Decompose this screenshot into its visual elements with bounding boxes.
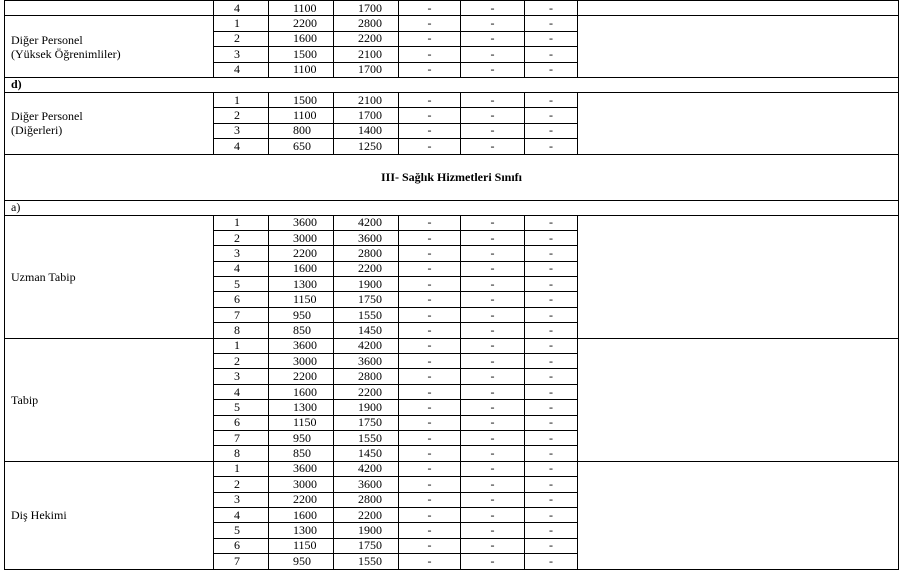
min-amount-cell: 1100 [269,1,334,16]
min-amount-cell: 3600 [269,215,334,230]
min-amount-cell: 1600 [269,31,334,46]
grade-cell: 7 [214,554,269,569]
group-label-cell [5,16,214,78]
dash-cell: - [461,538,525,553]
dash-cell: - [525,384,578,399]
table-row [5,77,899,92]
dash-cell: - [399,230,461,245]
grade-cell: 4 [214,507,269,522]
dash-cell: - [461,261,525,276]
dash-cell: - [399,1,461,16]
dash-cell: - [525,461,578,476]
max-amount-cell: 1700 [334,108,399,123]
grade-cell: 5 [214,277,269,292]
dash-cell: - [399,307,461,322]
dash-cell: - [399,47,461,62]
dash-cell: - [525,507,578,522]
min-amount-cell: 1300 [269,277,334,292]
dash-cell: - [525,277,578,292]
min-amount-cell: 1600 [269,384,334,399]
max-amount-cell: 2200 [334,507,399,522]
min-amount-cell: 1100 [269,62,334,77]
group-label-line: (Diğerleri) [11,123,63,138]
min-amount-cell: 3600 [269,461,334,476]
max-amount-cell: 3600 [334,354,399,369]
dash-cell: - [461,461,525,476]
grade-cell: 4 [214,261,269,276]
dash-cell: - [399,523,461,538]
dash-cell: - [461,523,525,538]
dash-cell: - [461,16,525,31]
dash-cell: - [525,554,578,569]
max-amount-cell: 1550 [334,307,399,322]
dash-cell: - [525,538,578,553]
dash-cell: - [525,92,578,107]
table-row [5,215,899,230]
max-amount-cell: 1900 [334,523,399,538]
max-amount-cell: 4200 [334,461,399,476]
min-amount-cell: 1600 [269,261,334,276]
dash-cell: - [399,108,461,123]
min-amount-cell: 950 [269,430,334,445]
dash-cell: - [399,31,461,46]
min-amount-cell: 950 [269,554,334,569]
dash-cell: - [461,1,525,16]
dash-cell: - [461,354,525,369]
max-amount-cell: 4200 [334,338,399,353]
remarks-cell [578,461,899,569]
grade-cell: 7 [214,307,269,322]
dash-cell: - [461,123,525,138]
dash-cell: - [525,215,578,230]
dash-cell: - [525,246,578,261]
dash-cell: - [399,554,461,569]
max-amount-cell: 2800 [334,16,399,31]
dash-cell: - [399,277,461,292]
grade-cell: 1 [214,16,269,31]
grade-cell: 4 [214,384,269,399]
min-amount-cell: 3600 [269,338,334,353]
min-amount-cell: 850 [269,323,334,338]
dash-cell: - [525,31,578,46]
dash-cell: - [461,307,525,322]
grade-cell: 3 [214,369,269,384]
dash-cell: - [525,261,578,276]
dash-cell: - [399,400,461,415]
dash-cell: - [525,62,578,77]
dash-cell: - [461,246,525,261]
dash-cell: - [525,477,578,492]
table-row [5,461,899,476]
subsection-letter: d) [5,77,899,92]
grade-cell: 7 [214,430,269,445]
dash-cell: - [399,123,461,138]
max-amount-cell: 2800 [334,492,399,507]
dash-cell: - [461,430,525,445]
grade-cell: 8 [214,323,269,338]
grade-cell: 2 [214,108,269,123]
table-row [5,154,899,200]
max-amount-cell: 1700 [334,1,399,16]
grade-cell: 2 [214,31,269,46]
max-amount-cell: 1550 [334,430,399,445]
dash-cell: - [461,384,525,399]
dash-cell: - [525,492,578,507]
dash-cell: - [525,230,578,245]
group-label-line: (Yüksek Öğrenimliler) [11,46,121,61]
max-amount-cell: 1550 [334,554,399,569]
min-amount-cell: 3000 [269,230,334,245]
table-row [5,200,899,215]
grade-cell: 4 [214,139,269,154]
grade-cell: 4 [214,62,269,77]
dash-cell: - [461,554,525,569]
dash-cell: - [461,230,525,245]
min-amount-cell: 800 [269,123,334,138]
min-amount-cell: 950 [269,307,334,322]
dash-cell: - [525,369,578,384]
dash-cell: - [399,92,461,107]
dash-cell: - [461,477,525,492]
dash-cell: - [461,47,525,62]
grade-cell: 6 [214,538,269,553]
grade-cell: 5 [214,400,269,415]
max-amount-cell: 1450 [334,323,399,338]
max-amount-cell: 1400 [334,123,399,138]
min-amount-cell: 1600 [269,507,334,522]
table-row [5,1,899,16]
dash-cell: - [461,108,525,123]
dash-cell: - [525,307,578,322]
dash-cell: - [399,446,461,461]
max-amount-cell: 1750 [334,538,399,553]
max-amount-cell: 2100 [334,47,399,62]
min-amount-cell: 3000 [269,354,334,369]
dash-cell: - [399,384,461,399]
group-label-cell: Uzman Tabip [5,215,214,338]
min-amount-cell: 1500 [269,47,334,62]
dash-cell: - [525,430,578,445]
dash-cell: - [525,446,578,461]
min-amount-cell: 650 [269,139,334,154]
max-amount-cell: 2200 [334,31,399,46]
dash-cell: - [525,415,578,430]
dash-cell: - [461,215,525,230]
dash-cell: - [399,507,461,522]
grade-cell: 3 [214,123,269,138]
dash-cell: - [399,261,461,276]
remarks-cell [578,1,899,16]
dash-cell: - [399,338,461,353]
dash-cell: - [399,415,461,430]
min-amount-cell: 2200 [269,246,334,261]
max-amount-cell: 2200 [334,261,399,276]
grade-cell: 2 [214,230,269,245]
dash-cell: - [525,123,578,138]
dash-cell: - [525,323,578,338]
dash-cell: - [399,430,461,445]
dash-cell: - [461,92,525,107]
grade-cell: 1 [214,92,269,107]
salary-grade-table [4,0,899,570]
max-amount-cell: 1250 [334,139,399,154]
dash-cell: - [525,338,578,353]
dash-cell: - [461,338,525,353]
dash-cell: - [525,47,578,62]
min-amount-cell: 1300 [269,523,334,538]
grade-cell: 5 [214,523,269,538]
max-amount-cell: 2800 [334,369,399,384]
grade-cell: 2 [214,354,269,369]
dash-cell: - [399,538,461,553]
max-amount-cell: 1900 [334,277,399,292]
max-amount-cell: 1750 [334,415,399,430]
section-title: III- Sağlık Hizmetleri Sınıfı [5,154,899,200]
grade-cell: 2 [214,477,269,492]
group-label-cell [5,92,214,154]
remarks-cell [578,16,899,78]
max-amount-cell: 1750 [334,292,399,307]
grade-cell: 3 [214,246,269,261]
min-amount-cell: 1150 [269,292,334,307]
max-amount-cell: 1450 [334,446,399,461]
dash-cell: - [461,369,525,384]
dash-cell: - [461,62,525,77]
table-row [5,338,899,353]
dash-cell: - [399,369,461,384]
dash-cell: - [525,523,578,538]
group-label-cell: Tabip [5,338,214,461]
remarks-cell [578,92,899,154]
max-amount-cell: 1900 [334,400,399,415]
grade-cell: 6 [214,292,269,307]
dash-cell: - [461,277,525,292]
table-row [5,92,899,107]
dash-cell: - [461,31,525,46]
min-amount-cell: 2200 [269,16,334,31]
max-amount-cell: 2200 [334,384,399,399]
max-amount-cell: 4200 [334,215,399,230]
group-label-cell: Diş Hekimi [5,461,214,569]
group-label-cell [5,1,214,16]
dash-cell: - [399,323,461,338]
max-amount-cell: 3600 [334,230,399,245]
dash-cell: - [461,400,525,415]
dash-cell: - [399,139,461,154]
min-amount-cell: 1300 [269,400,334,415]
min-amount-cell: 3000 [269,477,334,492]
grade-cell: 4 [214,1,269,16]
dash-cell: - [525,139,578,154]
table-body [5,1,899,570]
group-label-line: Diğer Personel [11,109,83,124]
grade-cell: 6 [214,415,269,430]
min-amount-cell: 1500 [269,92,334,107]
dash-cell: - [461,292,525,307]
min-amount-cell: 1150 [269,538,334,553]
dash-cell: - [461,492,525,507]
dash-cell: - [399,16,461,31]
dash-cell: - [525,400,578,415]
dash-cell: - [461,507,525,522]
grade-cell: 1 [214,461,269,476]
dash-cell: - [525,354,578,369]
min-amount-cell: 2200 [269,492,334,507]
grade-cell: 3 [214,492,269,507]
dash-cell: - [399,246,461,261]
remarks-cell [578,338,899,461]
grade-cell: 8 [214,446,269,461]
dash-cell: - [461,323,525,338]
min-amount-cell: 2200 [269,369,334,384]
dash-cell: - [399,354,461,369]
dash-cell: - [461,446,525,461]
max-amount-cell: 2800 [334,246,399,261]
grade-cell: 1 [214,215,269,230]
min-amount-cell: 1100 [269,108,334,123]
min-amount-cell: 1150 [269,415,334,430]
dash-cell: - [525,1,578,16]
dash-cell: - [525,108,578,123]
dash-cell: - [525,16,578,31]
subsection-letter: a) [5,200,899,215]
dash-cell: - [399,461,461,476]
dash-cell: - [399,215,461,230]
dash-cell: - [399,292,461,307]
dash-cell: - [399,477,461,492]
max-amount-cell: 1700 [334,62,399,77]
min-amount-cell: 850 [269,446,334,461]
table-row [5,16,899,31]
dash-cell: - [461,415,525,430]
remarks-cell [578,215,899,338]
dash-cell: - [525,292,578,307]
group-label-line: Diğer Personel [11,32,83,47]
grade-cell: 1 [214,338,269,353]
dash-cell: - [399,492,461,507]
dash-cell: - [461,139,525,154]
max-amount-cell: 2100 [334,92,399,107]
dash-cell: - [399,62,461,77]
grade-cell: 3 [214,47,269,62]
max-amount-cell: 3600 [334,477,399,492]
